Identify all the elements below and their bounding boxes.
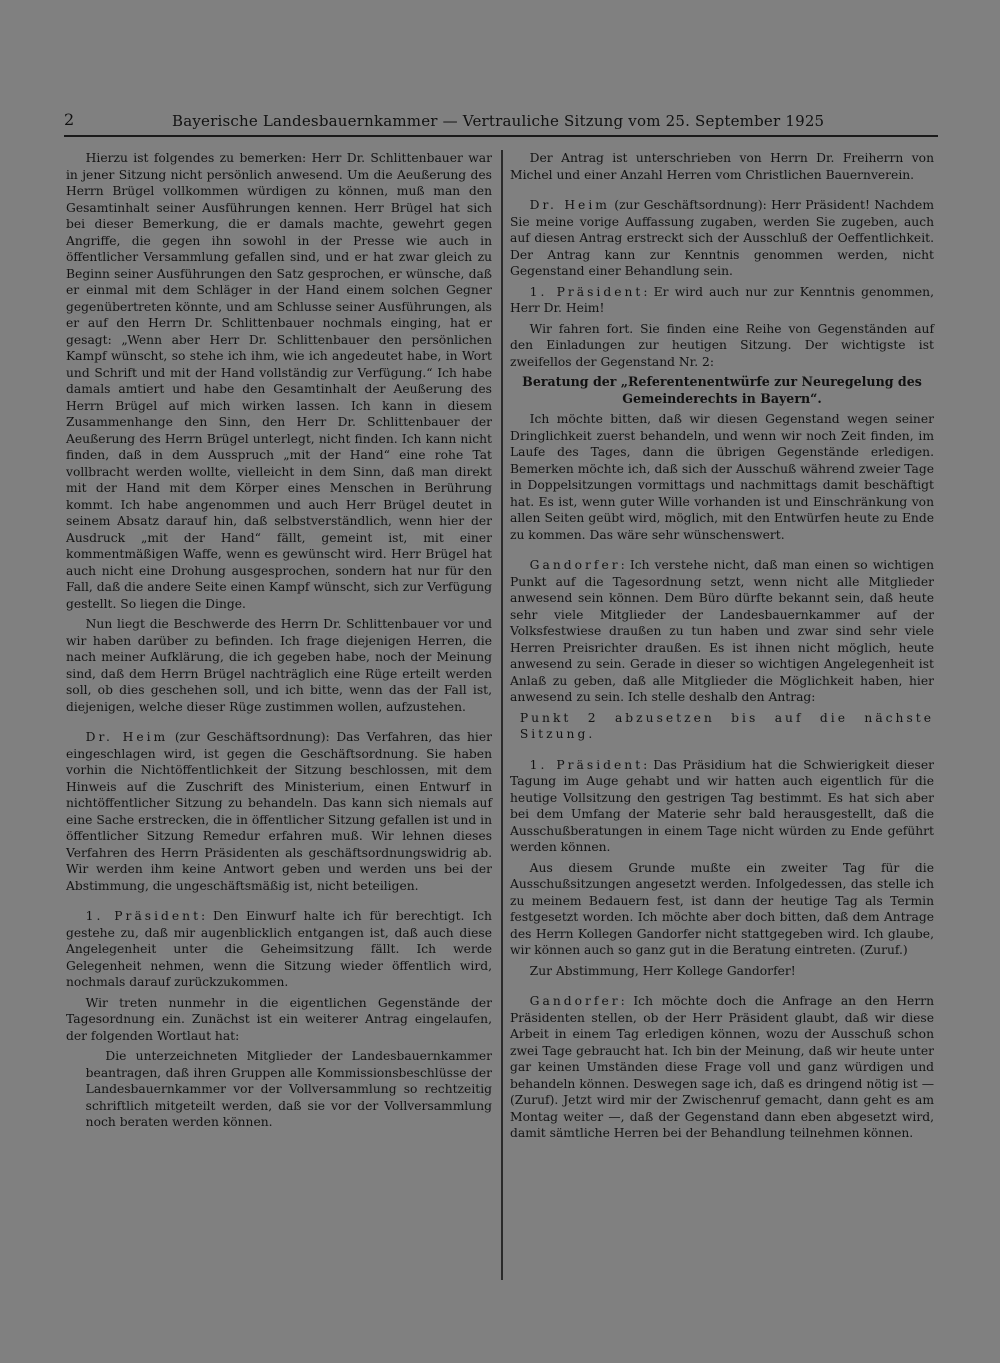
paragraph: Wir treten nunmehr in die eigentlichen Gegenstände der Tagesordnung ein. Zunächst ist ein weiterer Antrag eingelaufen, der folgenden Wortlaut hat: bbox=[66, 995, 492, 1043]
speaker: Gandorfer bbox=[529, 558, 621, 572]
paragraph: Wir fahren fort. Sie finden eine Reihe von Gegenständen auf den Einladungen zur heutigen Sitzung. Der wichtigste ist zweifellos der Gegenstand Nr. 2: bbox=[510, 321, 934, 369]
header-rule bbox=[64, 135, 938, 137]
speech: 1. Präsident: Den Einwurf halte ich für berechtigt. Ich gestehe zu, daß mir augenblicklich entgangen ist, daß auch diese Angelegenheit unter die Geheimsitzung fällt. Ich werde Gelegenheit nehmen, wenn die Sitzung wieder öffentlich wird, nochmals darauf zurückzukommen. bbox=[66, 909, 492, 989]
speaker: Dr. Heim bbox=[529, 198, 610, 212]
paragraph: Aus diesem Grunde mußte ein zweiter Tag für die Ausschußsitzungen angesetzt werden. Infolgedessen, das stelle ich zu meinem Bedauern fest, ist dann der heutige Tag als Termin festgesetzt worden. Ich möchte aber doch bitten, daß dem Antrage des Herrn Kollegen Gandorfer nicht stattgegeben wird. Ich glaube, wir können auch so ganz gut in die Beratung eintreten. (Zuruf.) bbox=[510, 860, 934, 957]
paragraph: Nun liegt die Beschwerde des Herrn Dr. Schlittenbauer vor und wir haben darüber zu befinden. Ich frage diejenigen Herren, die nach meiner Aufklärung, die ich gegeben habe, noch der Meinung sind, daß dem Herrn Brügel nachträglich eine Rüge erteilt werden soll, ob dies geschehen soll, und ich bitte, wenn das der Fall ist, diejenigen, welche dieser Rüge zustimmen wollen, aufzustehen. bbox=[66, 617, 492, 714]
agenda-heading: Beratung der „Referentenentwürfe zur Neuregelung des Gemeinderechts in Bayern“. bbox=[522, 374, 922, 406]
paragraph: Hierzu ist folgendes zu bemerken: Herr Dr. Schlittenbauer war in jener Sitzung nicht persönlich anwesend. Um die Aeußerung des Herrn Brügel vollkommen würdigen zu können, muß man den Gesamtinhalt seiner Ausführungen kennen. Herr Brügel hat sich bei dieser Bemerkung, die er damals machte, gewehrt gegen Angriffe, die gegen ihn sowohl in der Presse wie auch in öffentlicher Versammlung gefallen sind, und er hat zwar gleich zu Beginn seiner Ausführungen den Satz gesprochen, er wünsche, daß er einmal mit dem Schläger in der Hand einem solchen Gegner gegenübertreten könnte, und am Schlusse seiner Ausführungen, als er auf den Herrn Dr. Schlittenbauer nochmals einging, hat er gesagt: „Wenn aber Herr Dr. Schlittenbauer den persönlichen Kampf wünscht, so stehe ich ihm, wie ich angedeutet habe, in Wort und Schrift und mit der Hand vollständig zur Verfügung.“ Ich habe damals amtiert und habe den Gesamtinhalt der Aeußerung des Herrn Brügel auf mich wirken lassen. Ich kann in diesem Zusammenhange den Sinn, den Herr Dr. Schlittenbauer der Aeußerung des Herrn Brügel unterlegt, nicht finden. Ich kann nicht finden, daß in dem Ausspruch „mit der Hand“ eine rohe Tat vollbracht werden wollte, vielleicht in dem Sinn, daß man direkt mit der Hand mit dem Körper eines Menschen in Berührung kommt. Ich habe angenommen und auch Herr Brügel deutet in seinem Absatz darauf hin, daß selbstverständlich, wenn hier der Ausdruck „mit der Hand“ fällt, gemeint ist, mit einer kommentmäßigen Waffe, wenn es gewünscht wird. Herr Brügel hat auch nicht eine Drohung ausgesprochen, sondern hat nur für den Fall, daß die andere Seite einen Kampf wünscht, sich zur Verfügung gestellt. So liegen die Dinge. bbox=[66, 151, 492, 611]
speaker: 1. Präsident bbox=[85, 909, 202, 923]
right-column bbox=[510, 150, 934, 1146]
speech: Gandorfer: Ich möchte doch die Anfrage an den Herrn Präsidenten stellen, ob der Herr Präsident glaubt, daß wir diese Arbeit in einem Tag erledigen können, wozu der Ausschuß schon zwei Tage gebraucht hat. Ich bin der Meinung, daß wir heute unter gar keinen Umständen diese Frage voll und ganz würdigen und behandeln können. Deswegen sage ich, daß es dringend nötig ist — (Zuruf). Jetzt wird mir der Zwischenruf gemacht, dann geht es am Montag weiter —, daß der Gegenstand dann eben abgesetzt wird, damit sämtliche Herren bei der Behandlung teilnehmen können. bbox=[510, 994, 934, 1140]
motion-text: Punkt 2 abzusetzen bis auf die nächste Sitzung. bbox=[519, 710, 934, 741]
paragraph: Ich möchte bitten, daß wir diesen Gegenstand wegen seiner Dringlichkeit zuerst behandeln, und wenn wir noch Zeit finden, im Laufe des Tages, dann die übrigen Gegenstände erledigen. Bemerken möchte ich, daß sich der Ausschuß während zweier Tage in Doppelsitzungen vormittags und nachmittags damit beschäftigt hat. Es ist, wenn guter Wille vorhanden ist und Einschränkung von allen Seiten geübt wird, möglich, mit den Entwürfen heute zu Ende zu kommen. Das wäre sehr wünschenswert. bbox=[510, 412, 934, 542]
left-column bbox=[66, 150, 492, 1135]
page-number: 2 bbox=[64, 110, 75, 129]
speech: Gandorfer: Ich verstehe nicht, daß man einen so wichtigen Punkt auf die Tagesordnung setzt, wenn nicht alle Mitglieder anwesend sein können. Dem Büro dürfte bekannt sein, daß heute sehr viele Mitglieder der Landesbauernkammer auf der Volksfestwiese draußen zu tun haben und zwar sind sehr viele Herren Preisrichter draußen. Es ist ihnen nicht möglich, heute anwesend zu sein. Gerade in dieser so wichtigen Angelegenheit ist Anlaß zu geben, daß alle Mitglieder die Möglichkeit haben, hier anwesend zu sein. Ich stelle deshalb den Antrag: bbox=[510, 558, 934, 704]
speaker: 1. Präsident bbox=[529, 757, 644, 772]
speech: Dr. Heim (zur Geschäftsordnung): Das Verfahren, das hier eingeschlagen wird, ist gegen die Geschäftsordnung. Sie haben vorhin die Nichtöffentlichkeit der Sitzung beschlossen, mit dem Hinweis auf die Zuschrift des Ministerium, einen Entwurf in nichtöffentlicher Sitzung zu behandeln. Das kann sich niemals auf eine Sache erstrecken, die in öffentlicher Sitzung gefallen ist und in öffentlicher Sitzung Remedur erfahren muß. Wir lehnen dieses Verfahren des Herrn Präsidenten als geschäftsordnungswidrig ab. Wir werden ihm keine Antwort geben und werden uns bei der Abstimmung, die ungeschäftsmäßig ist, nicht beteiligen. bbox=[66, 730, 492, 893]
paragraph: Der Antrag ist unterschrieben von Herrn Dr. Freiherrn von Michel und einer Anzahl Herren vom Christlichen Bauernverein. bbox=[510, 151, 934, 182]
speaker: Gandorfer bbox=[529, 994, 621, 1008]
speech: 1. Präsident: Das Präsidium hat die Schwierigkeit dieser Tagung im Auge gehabt und wir hatten auch eigentlich für die heutige Vollsitzung den gestrigen Tag bestimmt. Es hat sich aber bei dem Umfang der Materie sehr bald herausgestellt, daß die Ausschußberatungen in einem Tage nicht würden zu Ende geführt werden können. bbox=[510, 757, 934, 854]
speech: Dr. Heim (zur Geschäftsordnung): Herr Präsident! Nachdem Sie meine vorige Auffassung zugaben, werden Sie zugeben, auch auf diesen Antrag erstreckt sich der Ausschluß der Oeffentlichkeit. Der Antrag kann zur Kenntnis genommen werden, nicht Gegenstand einer Behandlung sein. bbox=[510, 198, 934, 278]
column-divider bbox=[501, 150, 503, 1280]
speaker: Dr. Heim bbox=[85, 730, 169, 744]
paragraph: Zur Abstimmung, Herr Kollege Gandorfer! bbox=[529, 963, 796, 978]
running-header: Bayerische Landesbauernkammer — Vertrauliche Sitzung vom 25. September 1925 bbox=[172, 112, 825, 130]
motion-text: Die unterzeichneten Mitglieder der Landesbauernkammer beantragen, daß ihren Gruppen alle Kommissionsbeschlüsse der Landesbauernkammer vor der Vollversammlung so rechtzeitig schriftlich mitgeteilt werden, daß sie vor der Vollversammlung noch beraten werden können. bbox=[85, 1049, 492, 1129]
speaker: 1. Präsident bbox=[529, 284, 644, 299]
speech: 1. Präsident: Er wird auch nur zur Kenntnis genommen, Herr Dr. Heim! bbox=[510, 284, 934, 315]
